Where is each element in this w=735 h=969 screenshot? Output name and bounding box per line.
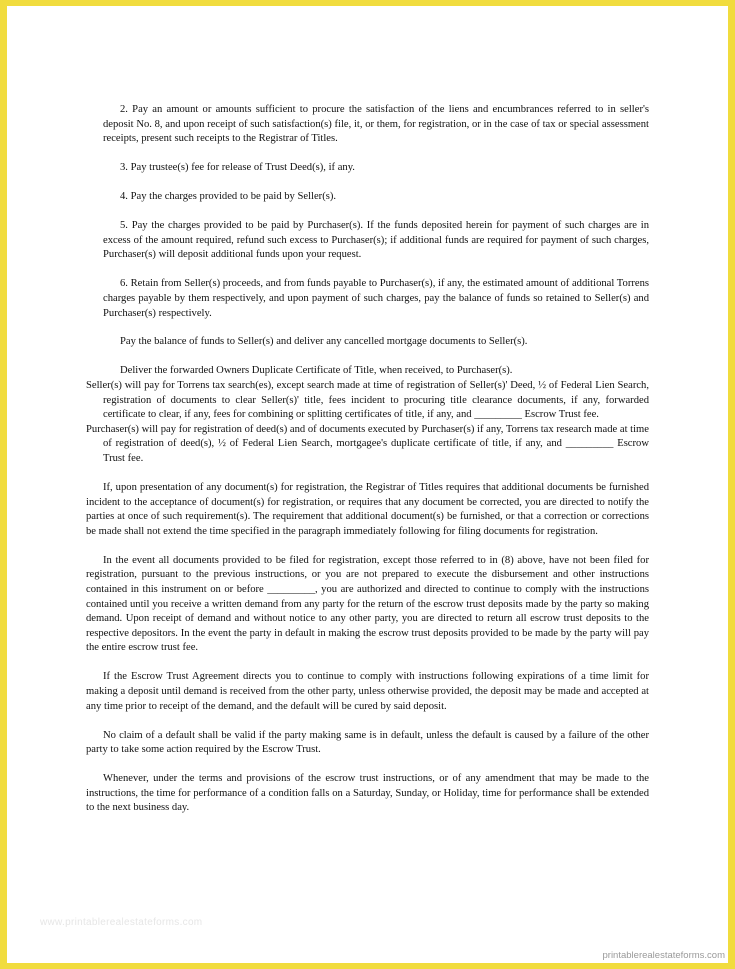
paragraph-balance-of-funds: Pay the balance of funds to Seller(s) and deliver any cancelled mortgage documents to Seller(s).: [120, 336, 528, 348]
paragraph-3-trustee-fee: 3. Pay trustee(s) fee for release of Trust Deed(s), if any.: [120, 162, 355, 174]
paragraph-additional-documents: If, upon presentation of any document(s) for registration, the Registrar of Titles requires that additional documents be furnished incident to the acceptance of document(s) for registration, or requires that any document be corrected, you are directed to notify the parties at once of such requirement(s). The requirement that additional document(s) be furnished, or that a correction or corrections be made shall not extend the time specified in the paragraph immediately following for filing documents for registration.: [86, 482, 649, 537]
watermark-left-text: www.printablerealestateforms.com: [40, 917, 203, 928]
watermark-right-text: printablerealestateforms.com: [602, 950, 725, 961]
paragraph-claim-of-default: No claim of a default shall be valid if the party making same is in default, unless the default is caused by a failure of the other party to take some action required by the Escrow Trust.: [86, 729, 649, 756]
paragraph-5-purchaser-charges: 5. Pay the charges provided to be paid by Purchaser(s). If the funds deposited herein for payment of such charges are in excess of the amount required, refund such excess to Purchaser(s); if additional funds are required for payment of such charges, Purchaser(s) will deposit additional funds upon your request.: [103, 220, 649, 261]
paragraph-business-day: Whenever, under the terms and provisions of the escrow trust instructions, or of any amendment that may be made to the instructions, the time for performance of a condition falls on a Saturday, Sunday, or Holiday, time for performance shall be extended to the next business day.: [86, 773, 649, 814]
paragraph-2-pay-liens: 2. Pay an amount or amounts sufficient to procure the satisfaction of the liens and encumbrances referred to in seller's deposit No. 8, and upon receipt of such satisfaction(s) file, it, or them, for registration, or in the case of tax or special assessment receipts, present such receipts to the Registrar of Titles.: [103, 104, 649, 145]
paragraph-event-not-filed: In the event all documents provided to be filed for registration, except those referred to in (8) above, have not been filed for registration, pursuant to the previous instructions, or you are not prepared to execute the disbursement and other instructions contained in this instrument on or before _________, you are authorized and directed to continue to comply with the instructions contained until you receive a written demand from any party for the return of the escrow trust deposits made by the party so making demand. Upon receipt of demand and without notice to any other party, you are directed to return all escrow trust deposits to the respective depositors. In the event the party in default in making the escrow trust deposits provided to be made by the party will pay the entire escrow trust fee.: [86, 554, 649, 654]
paragraph-escrow-time-limit: If the Escrow Trust Agreement directs you to continue to comply with instructions following expirations of a time limit for making a deposit until demand is received from the other party, unless otherwise provided, the deposit may be made and accepted at any time prior to receipt of the demand, and the default will be cured by said deposit.: [86, 671, 649, 712]
document-body: [86, 103, 649, 830]
paragraph-purchaser-fees: Purchaser(s) will pay for registration of deed(s) and of documents executed by Purchaser(s) if any, Torrens tax research made at time of registration of deed(s), ½ of Federal Lien Search, mortgagee's duplicate certificate of title, if any, and _________ Escrow Trust fee.: [86, 423, 649, 465]
paragraph-4-seller-charges: 4. Pay the charges provided to be paid by Seller(s).: [120, 191, 337, 203]
paragraph-seller-fees: Seller(s) will pay for Torrens tax search(es), except search made at time of registration of Seller(s)' Deed, ½ of Federal Lien Search, registration of documents to clear Seller(s)' title, fees incident to procuring title clearance documents, if any, forwarded certificate to clear, if any, fees for combining or splitting certificates of title, if any, and _________ Escrow Trust fee.: [86, 380, 649, 421]
paragraph-deliver-certificate: Deliver the forwarded Owners Duplicate Certificate of Title, when received, to Purchaser(s).: [120, 365, 513, 377]
paragraph-6-torrens-charges: 6. Retain from Seller(s) proceeds, and from funds payable to Purchaser(s), if any, the estimated amount of additional Torrens charges payable by them respectively, and upon payment of such charges, pay the balance of funds so retained to Seller(s) and Purchaser(s) respectively.: [103, 278, 649, 319]
